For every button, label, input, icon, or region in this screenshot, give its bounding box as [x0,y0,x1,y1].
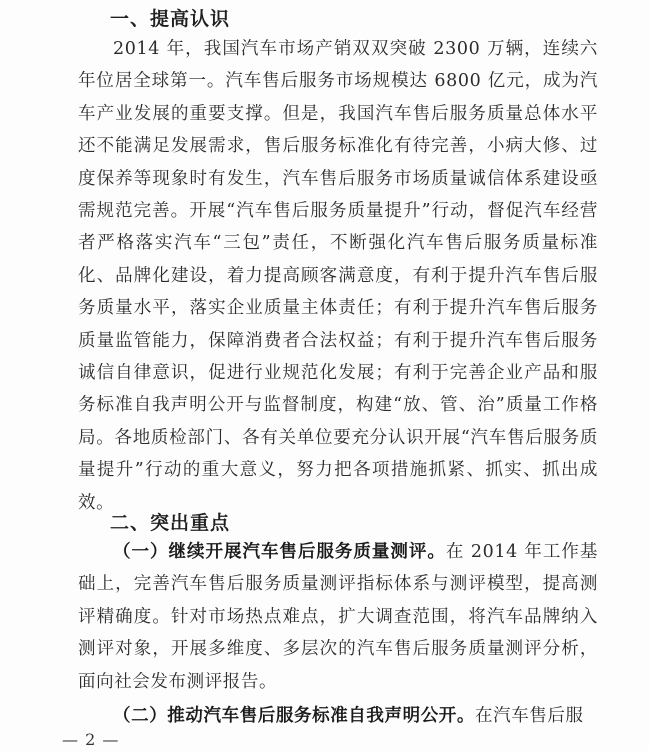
section-heading-raise-awareness: 一、提高认识 [110,8,231,30]
key-point-item-2-title: （二）推动汽车售后服务标准自我声明公开。 [113,706,475,726]
section-heading-key-points: 二、突出重点 [110,512,231,534]
key-point-item-1-title: （一）继续开展汽车售后服务质量测评。 [113,542,446,562]
key-point-item-1-body: 在 2014 年工作基础上，完善汽车售后服务质量测评指标体系与测评模型，提高测评精确度。针对市场热点难点，扩大调查范围，将汽车品牌纳入测评对象，开展多维度、多层次的汽车售后服务质量测评分析，面向社会发布测评报告。 [78,542,598,692]
key-point-item-2 [78,700,598,732]
section-paragraph-raise-awareness: 2014 年，我国汽车市场产销双双突破 2300 万辆，连续六年位居全球第一。汽车售后服务市场规模达 6800 亿元，成为汽车产业发展的重要支撑。但是，我国汽车售后服务质量总体水平还不能满足发展需求，售后服务标准化有待完善，小病大修、过度保养等现象时有发生，汽车售后服务市场质量诚信体系建设亟需规范完善。开展“汽车售后服务质量提升”行动，督促汽车经营者严格落实汽车“三包”责任，不断强化汽车售后服务质量标准化、品牌化建设，着力提高顾客满意度，有利于提升汽车售后服务质量水平，落实企业质量主体责任；有利于提升汽车售后服务质量监管能力，保障消费者合法权益；有利于提升汽车售后服务诚信自律意识，促进行业规范化发展；有利于完善企业产品和服务标准自我声明公开与监督制度，构建“放、管、治”质量工作格局。各地质检部门、各有关单位要充分认识开展“汽车售后服务质量提升”行动的重大意义，努力把各项措施抓紧、抓实、抓出成效。 [78,39,598,513]
page-number: — 2 — [62,730,120,749]
key-point-item-1 [78,536,598,698]
key-point-item-2-body: 在汽车售后服 [475,706,584,726]
